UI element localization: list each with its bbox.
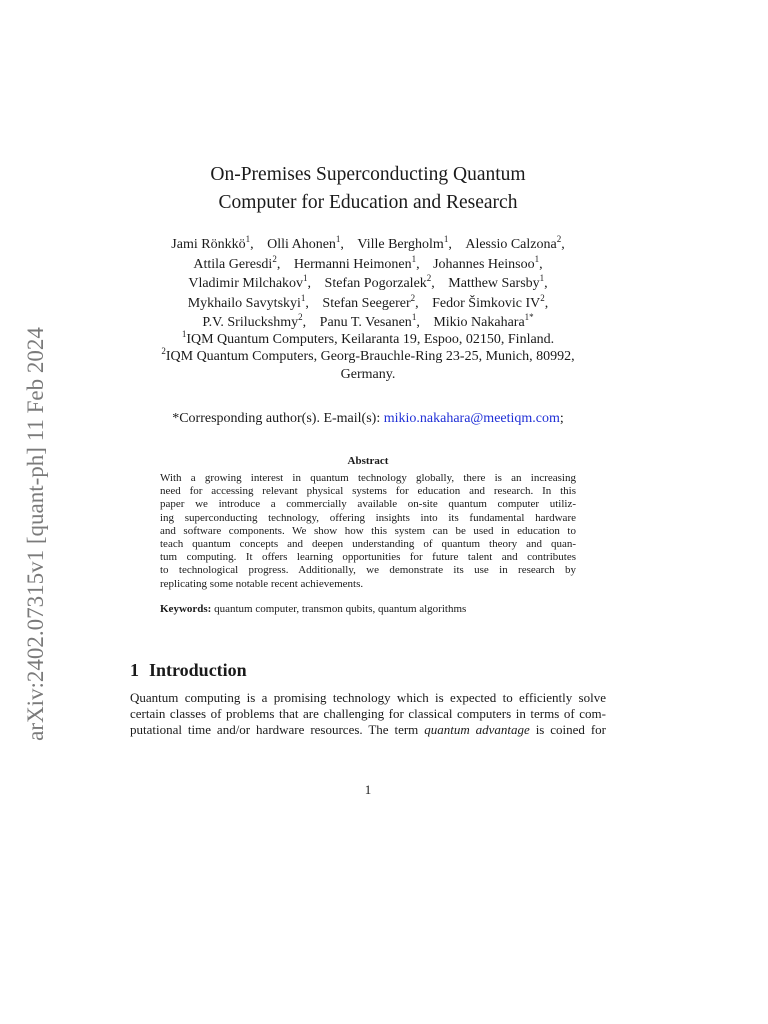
email-link[interactable]: mikio.nakahara@meetiqm.com: [383, 411, 560, 426]
abstract-body: [160, 472, 576, 591]
author: Matthew Sarsby$^1$,: [448, 273, 548, 292]
author: Ville Bergholm$^1$,: [357, 234, 452, 252]
abstract-line: tum computing. It offers learning opportunities for future talent and contributes: [160, 551, 576, 564]
author: Vladimir Milchakov$^1$,: [188, 273, 312, 292]
affiliation-2-continued: Germany.: [340, 366, 396, 382]
author: Fedor Šimkovic $IV^2$,: [432, 292, 549, 311]
author: Stefan Seegerer$^2$,: [322, 292, 419, 311]
abstract-line: and software components. We show how this system can be used in education to: [160, 524, 576, 537]
author-list: [120, 235, 616, 333]
author: P.V. Sriluckshmy$^2$,: [202, 312, 307, 331]
intro-line: putational time and/or hardware resources. The term quantum advantage is coined for: [130, 722, 607, 737]
author: Jami Rönkkö$^1$,: [171, 234, 254, 252]
author: Attila Geresdi$^2$,: [193, 253, 281, 272]
section-number: 1: [130, 660, 139, 680]
author: Alessio Calzona$^2$,: [465, 234, 565, 252]
section-heading: [130, 660, 247, 681]
corresponding-author: *Corresponding author(s). E-mail(s): mikio.nakahara@meetiqm.com;: [172, 411, 564, 426]
author: Panu T. Vesanen$^1$,: [319, 312, 420, 331]
page-number: 1: [364, 782, 372, 797]
keywords-text: quantum computer, transmon qubits, quantum algorithms: [211, 603, 467, 615]
arxiv-sidebar-identifier: arXiv:2402.07315v1 [quant-ph] 11 Feb 2024: [23, 327, 48, 741]
affiliations: [120, 331, 616, 383]
author: Mikio Nakahara$^{1*}$: [433, 312, 534, 331]
author: Olli Ahonen$^1$,: [267, 234, 344, 252]
section-title: Introduction: [149, 660, 247, 680]
intro-line: Quantum computing is a promising technology which is expected to efficiently solve: [130, 690, 606, 705]
abstract-line: With a growing interest in quantum technology globally, there is an increasing: [160, 472, 576, 484]
author: Johannes Heinsoo$^1$,: [433, 253, 543, 272]
title-line-2: Computer for Education and Research: [218, 192, 518, 213]
abstract-heading: Abstract: [347, 455, 389, 467]
author: Mykhailo Savytskyi$^1$,: [187, 292, 309, 311]
abstract-line: to technological progress. Additionally, we demonstrate its use in research by: [160, 564, 576, 577]
abstract-line: paper we introduce a commercially available on-site quantum computer utiliz-: [160, 498, 576, 511]
author: Hermanni Heimonen$^1$,: [293, 253, 420, 272]
intro-line: certain classes of problems that are challenging for classical computers in terms of com-: [130, 706, 606, 721]
author: Stefan Pogorzalek$^2$,: [324, 273, 435, 292]
affiliation-1: $^1$IQM Quantum Computers, Keilaranta 19, Espoo, 02150, Finland.: [181, 329, 555, 347]
abstract-line: replicating some notable recent achievements.: [160, 577, 364, 590]
abstract-line: need for accessing relevant physical systems for education and research. In this: [160, 485, 576, 498]
corresponding-label: *Corresponding author(s). E-mail(s):: [172, 411, 384, 426]
keywords-label: Keywords:: [160, 603, 212, 615]
abstract-line: teach quantum concepts and deepen understanding of quantum theory and quan-: [160, 537, 576, 550]
keywords: [160, 603, 576, 616]
abstract-line: ing superconducting technology, offering insights into its fundamental hardware: [160, 511, 576, 524]
intro-paragraph: [130, 690, 606, 738]
paper-title: [130, 161, 606, 217]
affiliation-2: $^2$IQM Quantum Computers, Georg-Brauchle-Ring 23-25, Munich, 80992,: [161, 346, 575, 365]
title-line-1: On-Premises Superconducting Quantum: [210, 164, 526, 185]
